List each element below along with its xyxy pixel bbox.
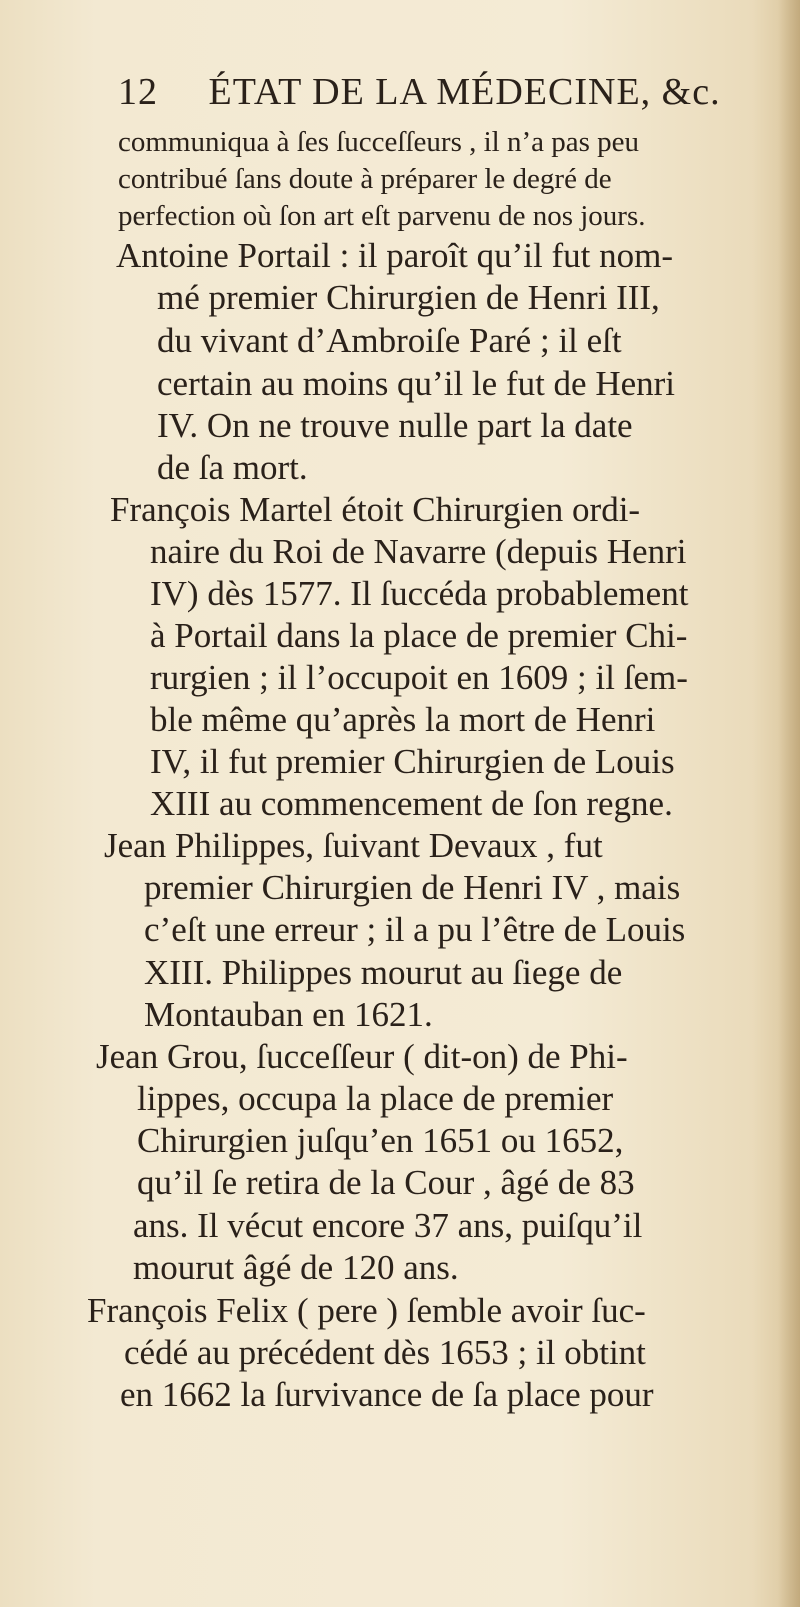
text-line: XIII. Philippes mourut au ſiege de bbox=[144, 953, 623, 992]
text-line: mourut âgé de 120 ans. bbox=[133, 1248, 459, 1287]
text-line: Antoine Portail : il paroît qu’il fut nom- bbox=[116, 236, 674, 275]
text-line: naire du Roi de Navarre (depuis Henri bbox=[150, 532, 687, 571]
text-line: Jean Grou, ſucceſſeur ( dit-on) de Phi- bbox=[96, 1037, 628, 1076]
text-line: cédé au précédent dès 1653 ; il obtint bbox=[124, 1333, 646, 1372]
text-line: IV. On ne trouve nulle part la date bbox=[157, 406, 633, 445]
text-line: en 1662 la ſurvivance de ſa place pour bbox=[120, 1375, 654, 1414]
text-line: du vivant d’Ambroiſe Paré ; il eſt bbox=[157, 321, 622, 360]
text-line: IV, il fut premier Chirurgien de Louis bbox=[150, 742, 675, 781]
text-line: ans. Il vécut encore 37 ans, puiſqu’il bbox=[133, 1206, 643, 1245]
text-line: certain au moins qu’il le fut de Henri bbox=[157, 364, 676, 403]
text-line: XIII au commencement de ſon regne. bbox=[150, 784, 673, 823]
text-line: de ſa mort. bbox=[157, 448, 308, 487]
text-line: Chirurgien juſqu’en 1651 ou 1652, bbox=[137, 1121, 624, 1160]
text-line: mé premier Chirurgien de Henri III, bbox=[157, 278, 660, 317]
running-header bbox=[118, 70, 721, 114]
text-line: Montauban en 1621. bbox=[144, 995, 433, 1034]
text-line: Jean Philippes, ſuivant Devaux , fut bbox=[104, 826, 603, 865]
text-line: ble même qu’après la mort de Henri bbox=[150, 700, 656, 739]
text-line: François Martel étoit Chirurgien ordi- bbox=[110, 490, 641, 529]
text-line: rurgien ; il l’occupoit en 1609 ; il ſem- bbox=[150, 658, 688, 697]
text-line: qu’il ſe retira de la Cour , âgé de 83 bbox=[137, 1163, 635, 1202]
text-line: à Portail dans la place de premier Chi- bbox=[150, 616, 688, 655]
running-title: ÉTAT DE LA MÉDECINE, &c. bbox=[208, 71, 721, 113]
text-line: lippes, occupa la place de premier bbox=[137, 1079, 614, 1118]
text-line: François Felix ( pere ) ſemble avoir ſuc- bbox=[87, 1291, 646, 1330]
text-line: IV) dès 1577. Il ſuccéda probablement bbox=[150, 574, 689, 613]
page-number: 12 bbox=[118, 71, 158, 113]
text-line: c’eſt une erreur ; il a pu l’être de Louis bbox=[144, 910, 686, 949]
text-line: premier Chirurgien de Henri IV , mais bbox=[144, 868, 681, 907]
text-line: communiqua à ſes ſucceſſeurs , il n’a pas peu bbox=[118, 126, 640, 158]
page-gutter-shadow bbox=[778, 0, 800, 1607]
text-line: perfection où ſon art eſt parvenu de nos jours. bbox=[118, 200, 646, 232]
text-line: contribué ſans doute à préparer le degré de bbox=[118, 163, 612, 195]
